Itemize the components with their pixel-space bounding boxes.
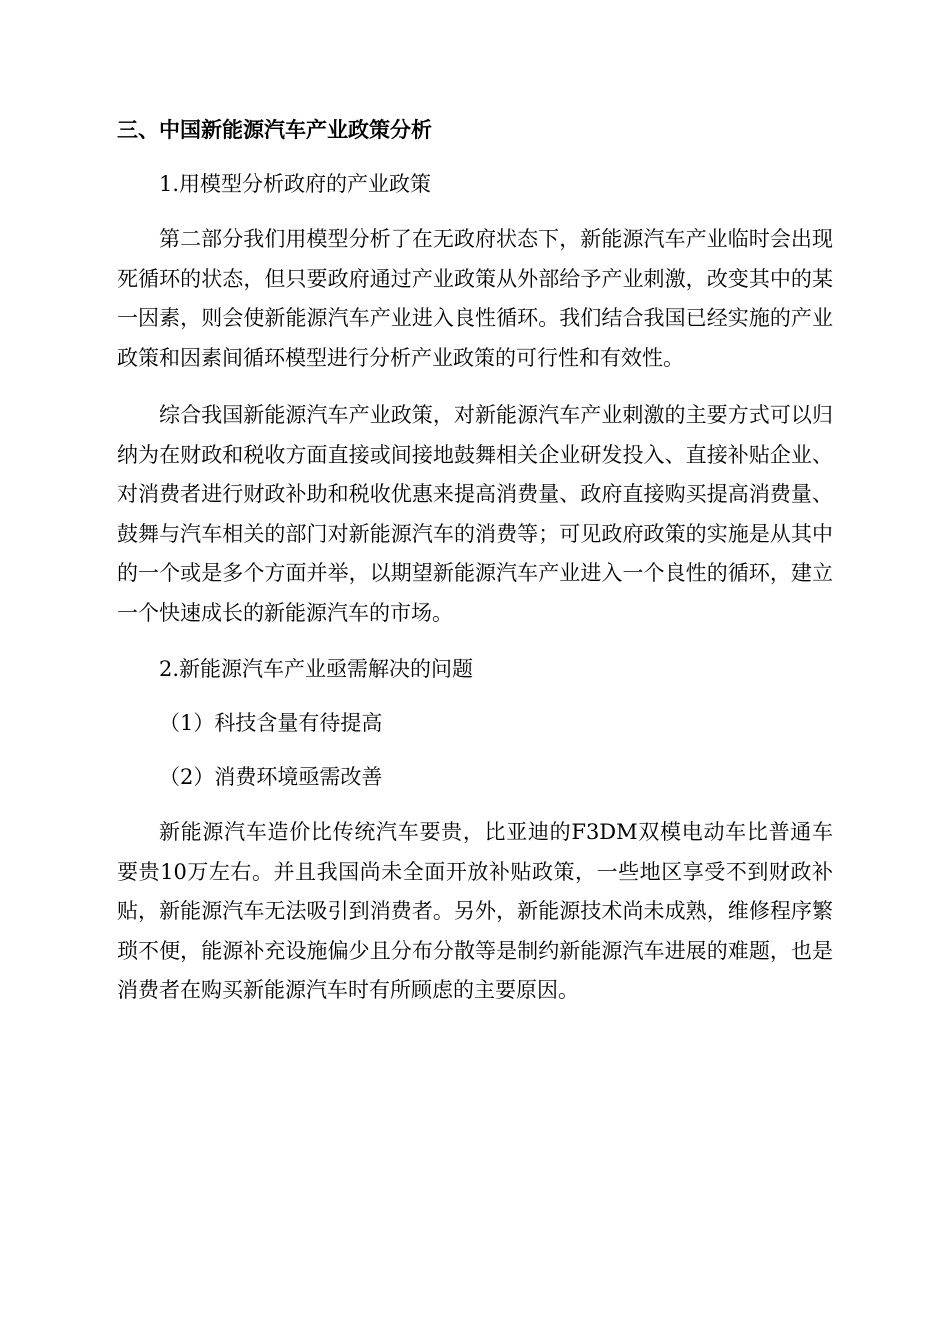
paragraph-model-analysis: 第二部分我们用模型分析了在无政府状态下，新能源汽车产业临时会出现死循环的状态，但只要政府通过产业政策从外部给予产业刺激，改变其中的某一因素，则会使新能源汽车产业进入良性循环。我们结合我国已经实施的产业政策和因素间循环模型进行分析产业政策的可行性和有效性。 [117, 227, 833, 370]
list-item-technology: （1）科技含量有待提高 [159, 711, 383, 735]
subsection-heading-model-analysis: 1.用模型分析政府的产业政策 [159, 172, 432, 196]
paragraph-policy-summary: 综合我国新能源汽车产业政策，对新能源汽车产业刺激的主要方式可以归纳为在财政和税收方面直接或间接地鼓舞相关企业研发投入、直接补贴企业、对消费者进行财政补助和税收优惠来提高消费量、政府直接购买提高消费量、鼓舞与汽车相关的部门对新能源汽车的消费等；可见政府政策的实施是从其中的一个或是多个方面并举，以期望新能源汽车产业进入一个良性的循环，建立一个快速成长的新能源汽车的市场。 [117, 403, 833, 625]
list-item-consumption: （2）消费环境亟需改善 [159, 765, 383, 789]
document-body [117, 112, 833, 1029]
section-heading: 三、中国新能源汽车产业政策分析 [117, 118, 432, 142]
subsection-heading-problems: 2.新能源汽车产业亟需解决的问题 [159, 657, 474, 681]
paragraph-consumption-environment: 新能源汽车造价比传统汽车要贵，比亚迪的F3DM双模电动车比普通车要贵10万左右。并且我国尚未全面开放补贴政策，一些地区享受不到财政补贴，新能源汽车无法吸引到消费者。另外，新能源技术尚未成熟，维修程序繁琐不便，能源补充设施偏少且分布分散等是制约新能源汽车进展的难题，也是消费者在购买新能源汽车时有所顾虑的主要原因。 [117, 820, 833, 1002]
